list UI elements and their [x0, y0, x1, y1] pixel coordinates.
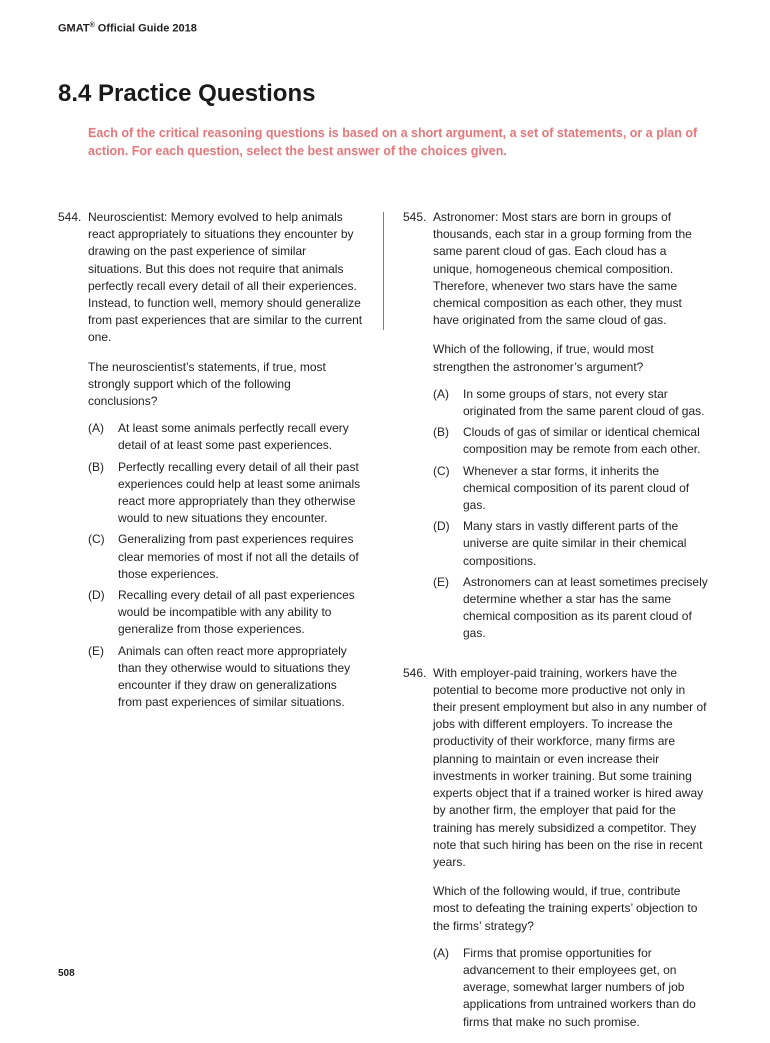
answer-choice-b: [58, 459, 363, 528]
choice-letter: (B): [88, 459, 104, 474]
section-intro: Each of the critical reasoning questions is based on a short argument, a set of statements, or a plan of action. For each question, select the best answer of the choices given.: [88, 126, 698, 158]
choice-text: Recalling every detail of all past experiences would be incompatible with any ability to generalize from those experiences.: [118, 588, 355, 637]
question-number: 544.: [58, 210, 82, 224]
choice-letter: (E): [88, 643, 104, 658]
choice-letter: (B): [433, 425, 449, 440]
running-head-brand: GMAT: [58, 22, 90, 35]
choice-text: Perfectly recalling every detail of all their past experiences could help at least some animals react more appropriately than they otherwise would to new situations they encounter.: [118, 459, 361, 526]
question-stem: [403, 665, 708, 871]
answer-choice-d: [58, 587, 363, 639]
question-544: [58, 209, 363, 711]
choice-letter: (A): [433, 386, 449, 401]
left-column: [58, 209, 363, 723]
choice-text: Generalizing from past experiences requires clear memories of most if not all the details of those experiences.: [118, 532, 359, 581]
answer-choice-a: [58, 420, 363, 454]
question-prompt: The neuroscientist’s statements, if true, most strongly support which of the following conclusions?: [88, 359, 326, 409]
choice-text: Clouds of gas of similar or identical chemical composition may be remote from each other.: [463, 425, 701, 457]
answer-choices: [403, 386, 708, 643]
answer-choice-c: [403, 463, 708, 515]
question-545: [403, 209, 708, 643]
choice-letter: (A): [433, 945, 449, 960]
answer-choices: [58, 420, 363, 711]
question-546: [403, 665, 708, 1031]
choice-text: At least some animals perfectly recall every detail of at least some past experiences.: [118, 421, 349, 453]
answer-choice-a: [403, 386, 708, 420]
choice-text: Animals can often react more appropriately than they otherwise would to situations they encounter if they draw on generalizations from past experiences of similar situations.: [118, 643, 351, 710]
answer-choice-b: [403, 424, 708, 458]
choice-letter: (D): [88, 588, 105, 603]
question-stem-text: With employer-paid training, workers have the potential to become more productive not only in their present employment but also in any number of jobs with different employers. To increase the productivity of their workforce, many firms are planning to maintain or even increase their investments in worker training. But some training experts object that if a trained worker is hired away by another firm, the employer that paid for the training has merely subsidized a competitor. They note that such hiring has been on the rise in recent years.: [433, 665, 707, 869]
question-stem: [58, 209, 363, 347]
choice-text: Firms that promise opportunities for advancement to their employees get, on average, somewhat larger numbers of job applications from untrained workers than do firms that make no such promise.: [463, 945, 696, 1029]
column-divider: [383, 212, 384, 330]
question-stem-text: Neuroscientist: Memory evolved to help animals react appropriately to situations they encounter by drawing on the past experience of similar situations. But this does not require that animals perfectly recall every detail of all their experiences. Instead, to function well, memory should generalize from past experiences that are similar to the current one.: [88, 210, 363, 345]
question-prompt: Which of the following, if true, would most strengthen the astronomer’s argument?: [433, 342, 654, 374]
page-number: 508: [58, 968, 75, 979]
right-column: [403, 209, 708, 1043]
answer-choices: [403, 945, 708, 1031]
running-head-title: Official Guide 2018: [94, 22, 197, 35]
choice-letter: (C): [433, 463, 450, 478]
choice-letter: (C): [88, 532, 105, 547]
section-title: 8.4 Practice Questions: [58, 80, 316, 107]
question-prompt: Which of the following would, if true, contribute most to defeating the training experts’ objection to the firms’ strategy?: [433, 884, 698, 933]
choice-letter: (E): [433, 574, 449, 589]
choice-text: Many stars in vastly different parts of the universe are quite similar in their chemical compositions.: [463, 519, 687, 568]
question-number: 546.: [403, 665, 427, 680]
choice-text: In some groups of stars, not every star originated from the same parent cloud of gas.: [463, 386, 705, 419]
answer-choice-c: [58, 531, 363, 583]
answer-choice-e: [58, 643, 363, 712]
choice-letter: (D): [433, 519, 450, 534]
answer-choice-a: [403, 945, 708, 1031]
answer-choice-d: [403, 518, 708, 570]
answer-choice-e: [403, 574, 708, 643]
question-number: 545.: [403, 210, 427, 224]
running-head: [58, 22, 197, 35]
choice-text: Whenever a star forms, it inherits the chemical composition of its parent cloud of gas.: [463, 463, 690, 513]
choice-letter: (A): [88, 421, 104, 436]
question-stem-text: Astronomer: Most stars are born in groups of thousands, each star in a group forming from the same parent cloud of gas. Each cloud has a unique, homogeneous chemical composition. Therefore, whenever two stars have the same chemical composition as each other, they must have originated from the same cloud of gas.: [433, 210, 692, 328]
registered-mark: ®: [89, 22, 95, 29]
choice-text: Astronomers can at least sometimes precisely determine whether a star has the same chemical composition as its parent cloud of gas.: [463, 574, 708, 641]
question-stem: [403, 209, 708, 329]
